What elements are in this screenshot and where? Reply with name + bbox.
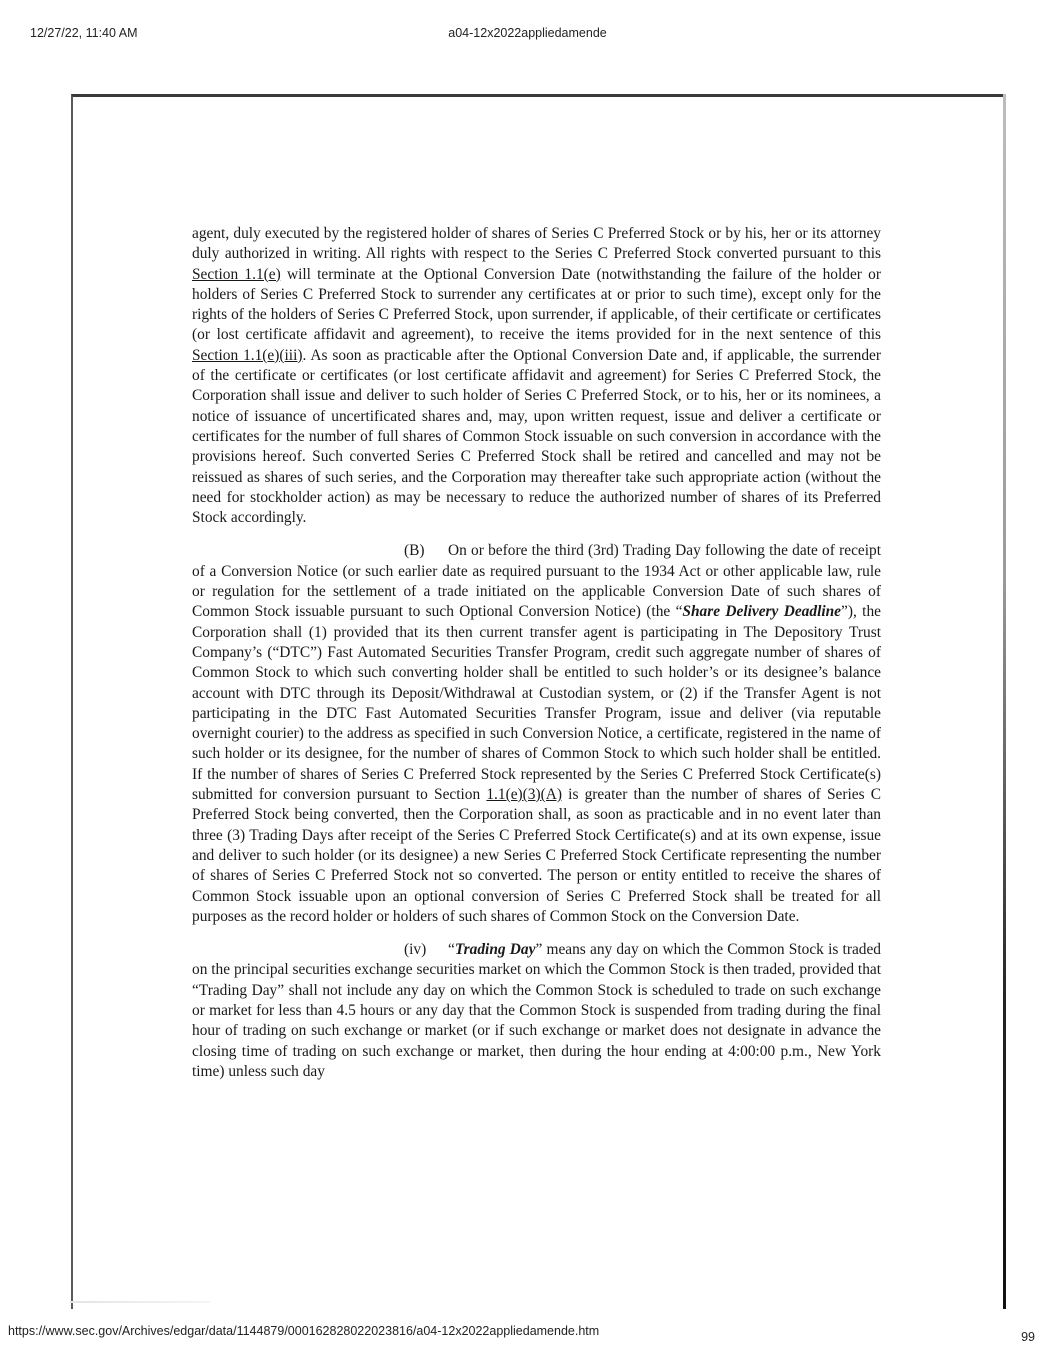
print-footer-url: https://www.sec.gov/Archives/edgar/data/1144879/000162828022023816/a04-12x2022appliedamende.htm (8, 1324, 600, 1338)
print-header-datetime: 12/27/22, 11:40 AM (30, 26, 138, 40)
clause-label: (B) (404, 542, 425, 560)
section-reference: Section 1.1(e) (192, 265, 281, 283)
defined-term: Share Delivery Deadline (682, 603, 842, 621)
print-header-title: a04-12x2022appliedamende (448, 26, 607, 40)
text-run: agent, duly executed by the registered holder of shares of Series C Preferred Stock or by his, her or its attorney duly authorized in writing. All rights with respect to the Series C Preferred Stock converted pursuant to this (192, 225, 881, 263)
text-run: ” means any day on which the Common Stock is traded on the principal securities exchange securities market on which the Common Stock is then traded, provided that “Trading Day” shall not include any day on which the Common Stock is scheduled to trade on such exchange or market for less than 4.5 hours or any day that the Common Stock is suspended from trading during the final hour of trading on such exchange or market (or if such exchange or market does not designate in advance the closing time of trading on such exchange or market, then during the hour ending at 4:00:00 p.m., New York time) unless such day (192, 941, 881, 1080)
section-reference: 1.1(e)(3)(A) (486, 786, 562, 804)
scan-artifact (70, 1301, 210, 1303)
defined-term: Trading Day (454, 941, 536, 959)
text-run: . As soon as practicable after the Optional Conversion Date and, if applicable, the surrender of the certificate or certificates (or lost certificate affidavit and agreement) for Series C Preferred Stock, the Corporation shall issue and deliver to such holder of Series C Preferred Stock, or to his, her or its nominees, a notice of issuance of uncertificated shares and, may, upon written request, issue and deliver a certificate or certificates for the number of full shares of Common Stock issuable on such conversion in accordance with the provisions hereof. Such converted Series C Preferred Stock shall be retired and cancelled and may not be reissued as shares of such series, and the Corporation may thereafter take such appropriate action (without the need for stockholder action) as may be necessary to reduce the authorized number of shares of its Preferred Stock accordingly. (192, 346, 881, 527)
text-run: “ (448, 941, 455, 959)
paragraph-conversion-rights (192, 224, 881, 528)
text-run: will terminate at the Optional Conversion Date (notwithstanding the failure of the holder or holders of Series C Preferred Stock to surrender any certificates at or prior to such time), except only for the rights of the holders of Series C Preferred Stock, upon surrender, if applicable, of their certificate or certificates (or lost certificate affidavit and agreement), to receive the items provided for in the next sentence of this (192, 265, 881, 344)
paragraph-share-delivery (192, 541, 881, 927)
text-run: On or before the third (3rd) Trading Day following the date of receipt of a Conversion Notice (or such earlier date as required pursuant to the 1934 Act or other applicable law, rule or regulation for the settlement of a trade initiated on the applicable Conversion Date of such shares of Common Stock issuable pursuant to such Optional Conversion Notice) (the “ (192, 542, 881, 621)
document-body (192, 224, 881, 1095)
clause-label: (iv) (404, 941, 427, 959)
paragraph-trading-day (192, 940, 881, 1082)
page-number: 99 (1021, 1330, 1035, 1344)
scanned-page-right-edge (1003, 94, 1006, 1309)
text-run: is greater than the number of shares of Series C Preferred Stock being converted, then the Corporation shall, as soon as practicable and in no event later than three (3) Trading Days after receipt of the Series C Preferred Stock Certificate(s) and at its own expense, issue and deliver to such holder (or its designee) a new Series C Preferred Stock Certificate representing the number of shares of Series C Preferred Stock not so converted. The person or entity entitled to receive the shares of Common Stock issuable upon an optional conversion of Series C Preferred Stock shall be treated for all purposes as the record holder or holders of such shares of Common Stock on the Conversion Date. (192, 786, 881, 925)
section-reference: Section 1.1(e)(iii) (192, 346, 303, 364)
text-run: ”), the Corporation shall (1) provided that its then current transfer agent is participating in The Depository Trust Company’s (“DTC”) Fast Automated Securities Transfer Program, credit such aggregate number of shares of Common Stock to which such converting holder shall be entitled to such holder’s or its designee’s balance account with DTC through its Deposit/Withdrawal at Custodian system, or (2) if the Transfer Agent is not participating in the DTC Fast Automated Securities Transfer Program, issue and deliver (via reputable overnight courier) to the address as specified in such Conversion Notice, a certificate, registered in the name of such holder or its designee, for the number of shares of Common Stock to which such holder shall be entitled. If the number of shares of Series C Preferred Stock represented by the Series C Preferred Stock Certificate(s) submitted for conversion pursuant to Section (192, 603, 881, 804)
